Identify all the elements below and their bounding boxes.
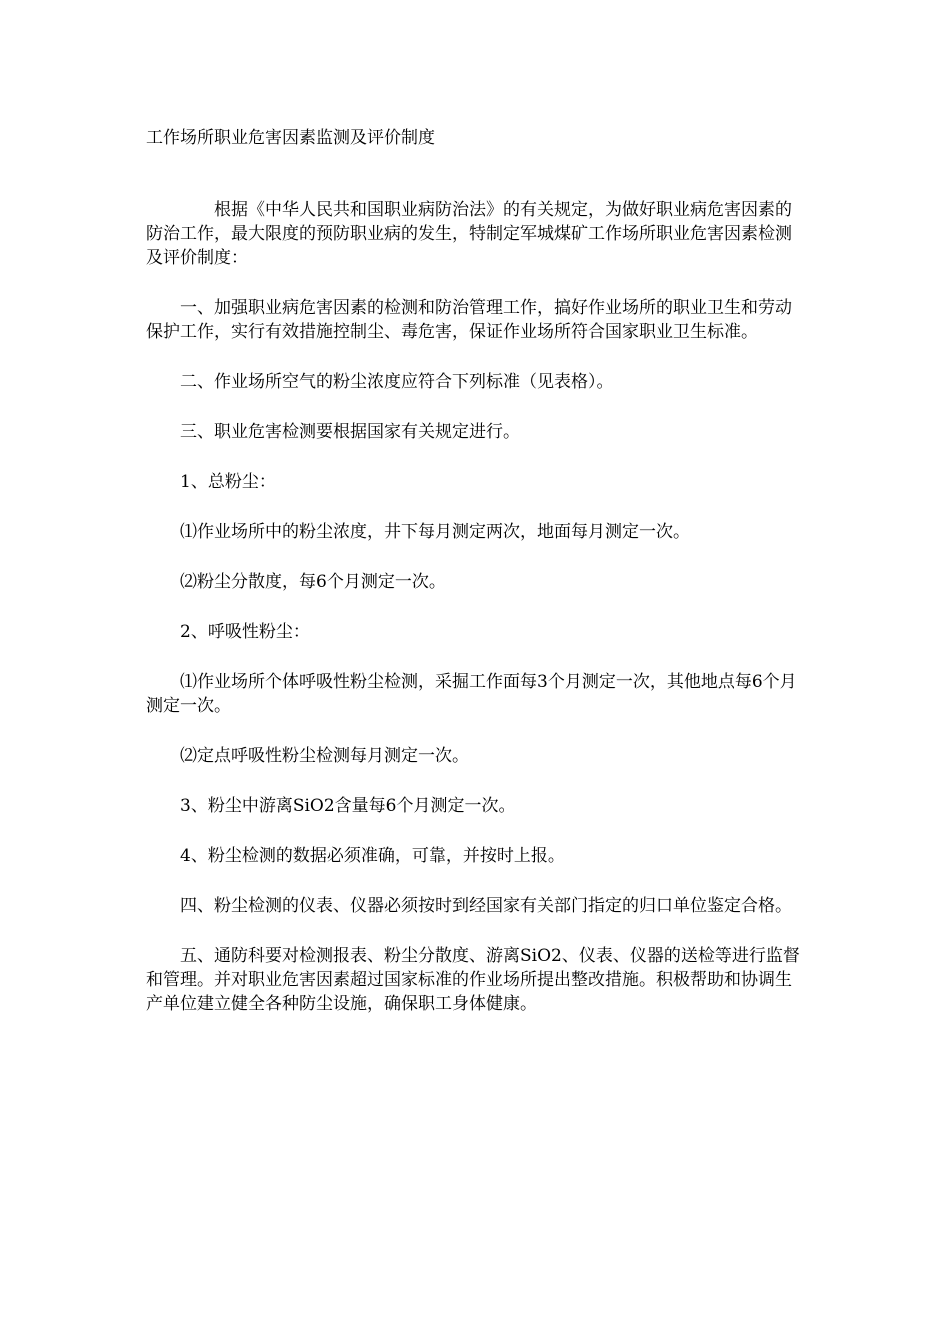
- paragraph-intro: 根据《中华人民共和国职业病防治法》的有关规定，为做好职业病危害因素的防治工作，最大限度的预防职业病的发生，特制定军城煤矿工作场所职业危害因素检测及评价制度：: [146, 200, 792, 268]
- paragraph-item-total-dust: 1、总粉尘：: [180, 472, 276, 492]
- paragraph-item-respirable-dust: 2、呼吸性粉尘：: [180, 622, 310, 642]
- document-body: [146, 198, 806, 1042]
- paragraph-subitem-3: ⑴作业场所个体呼吸性粉尘检测，采掘工作面每3个月测定一次，其他地点每6个月测定一次。: [146, 672, 797, 716]
- paragraph-section-1: 一、加强职业病危害因素的检测和防治管理工作，搞好作业场所的职业卫生和劳动保护工作，实行有效措施控制尘、毒危害，保证作业场所符合国家职业卫生标准。: [146, 298, 792, 342]
- paragraph-section-5: 五、通防科要对检测报表、粉尘分散度、游离SiO2、仪表、仪器的送检等进行监督和管理。并对职业危害因素超过国家标准的作业场所提出整改措施。积极帮助和协调生产单位建立健全各种防尘设施，确保职工身体健康。: [146, 946, 800, 1014]
- paragraph-item-data: 4、粉尘检测的数据必须准确，可靠，并按时上报。: [180, 846, 565, 866]
- paragraph-section-3: 三、职业危害检测要根据国家有关规定进行。: [180, 422, 520, 442]
- paragraph-subitem-4: ⑵定点呼吸性粉尘检测每月测定一次。: [180, 746, 469, 766]
- paragraph-subitem-1: ⑴作业场所中的粉尘浓度，井下每月测定两次，地面每月测定一次。: [180, 522, 690, 542]
- paragraph-item-sio2: 3、粉尘中游离SiO2含量每6个月测定一次。: [180, 796, 516, 816]
- paragraph-subitem-2: ⑵粉尘分散度，每6个月测定一次。: [180, 572, 446, 592]
- paragraph-section-2: 二、作业场所空气的粉尘浓度应符合下列标准（见表格）。: [180, 372, 614, 392]
- document-title: 工作场所职业危害因素监测及评价制度: [146, 128, 435, 148]
- paragraph-section-4: 四、粉尘检测的仪表、仪器必须按时到经国家有关部门指定的归口单位鉴定合格。: [180, 896, 792, 916]
